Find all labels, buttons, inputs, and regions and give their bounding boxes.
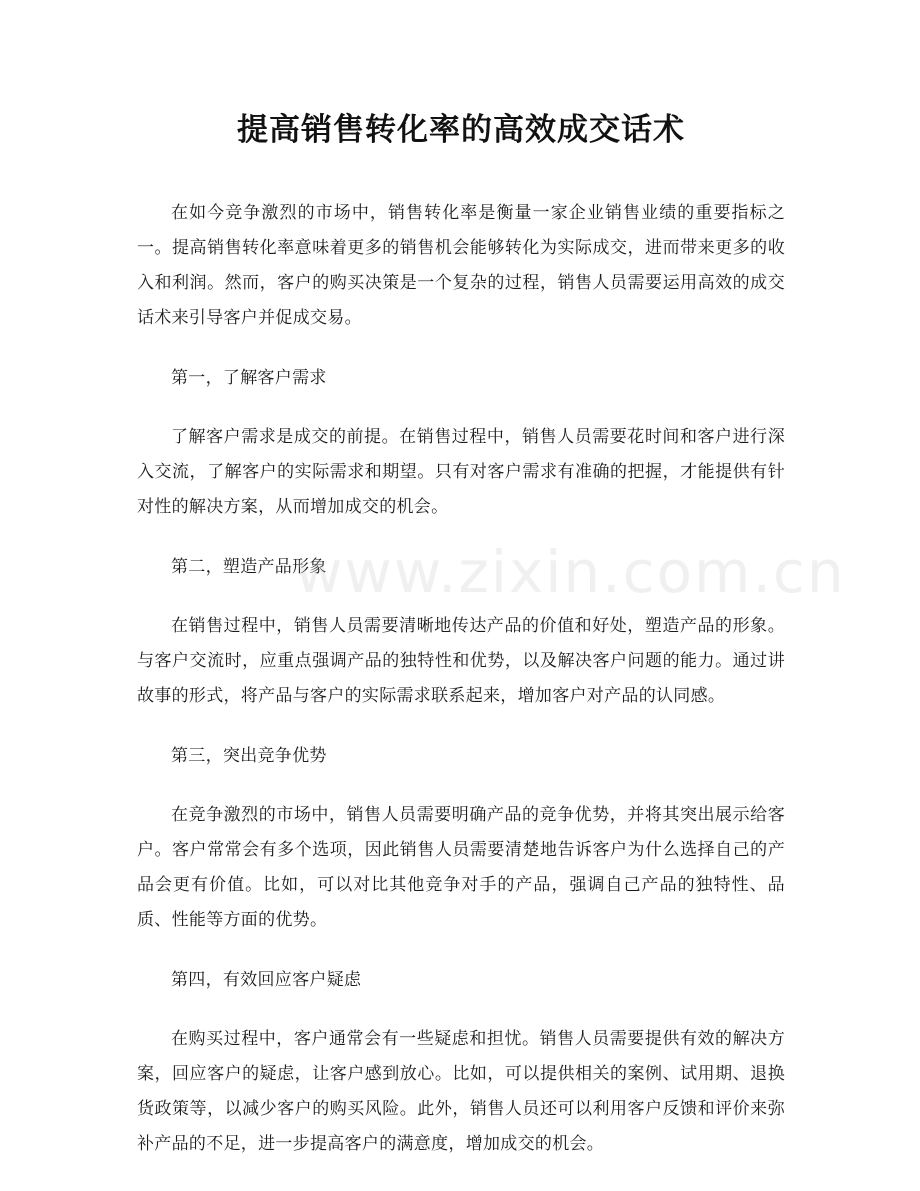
section-body: 在竞争激烈的市场中，销售人员需要明确产品的竞争优势，并将其突出展示给客户。客户常常会有多个选项，因此销售人员需要清楚地告诉客户为什么选择自己的产品会更有价值。比如，可以对比其他竞争对手的产品，强调自己产品的独特性、品质、性能等方面的优势。: [137, 805, 785, 930]
section-4: [137, 963, 785, 1162]
section-heading: 第二，塑造产品形象: [171, 557, 327, 577]
watermark: www.zixin.com.cn: [295, 538, 846, 606]
intro-paragraph: 在如今竞争激烈的市场中，销售转化率是衡量一家企业销售业绩的重要指标之一。提高销售转化率意味着更多的销售机会能够转化为实际成交，进而带来更多的收入和利润。然而，客户的购买决策是一个复杂的过程，销售人员需要运用高效的成交话术来引导客户并促成交易。: [137, 203, 785, 328]
section-body: 在购买过程中，客户通常会有一些疑虑和担忧。销售人员需要提供有效的解决方案，回应客户的疑虑，让客户感到放心。比如，可以提供相关的案例、试用期、退换货政策等，以减少客户的购买风险。此外，销售人员还可以利用客户反馈和评价来弥补产品的不足，进一步提高客户的满意度，增加成交的机会。: [137, 1029, 785, 1154]
document-title: 提高销售转化率的高效成交话术: [237, 112, 685, 148]
section-1: [137, 361, 785, 525]
section-body: 了解客户需求是成交的前提。在销售过程中，销售人员需要花时间和客户进行深入交流，了解客户的实际需求和期望。只有对客户需求有准确的把握，才能提供有针对性的解决方案，从而增加成交的机会。: [137, 427, 785, 517]
section-2: [137, 550, 785, 714]
section-heading: 第三，突出竞争优势: [171, 746, 327, 766]
section-heading: 第一，了解客户需求: [171, 368, 327, 388]
section-3: [137, 739, 785, 938]
section-heading: 第四，有效回应客户疑虑: [171, 970, 362, 990]
section-body: 在销售过程中，销售人员需要清晰地传达产品的价值和好处，塑造产品的形象。与客户交流时，应重点强调产品的独特性和优势，以及解决客户问题的能力。通过讲故事的形式，将产品与客户的实际需求联系起来，增加客户对产品的认同感。: [137, 616, 785, 706]
